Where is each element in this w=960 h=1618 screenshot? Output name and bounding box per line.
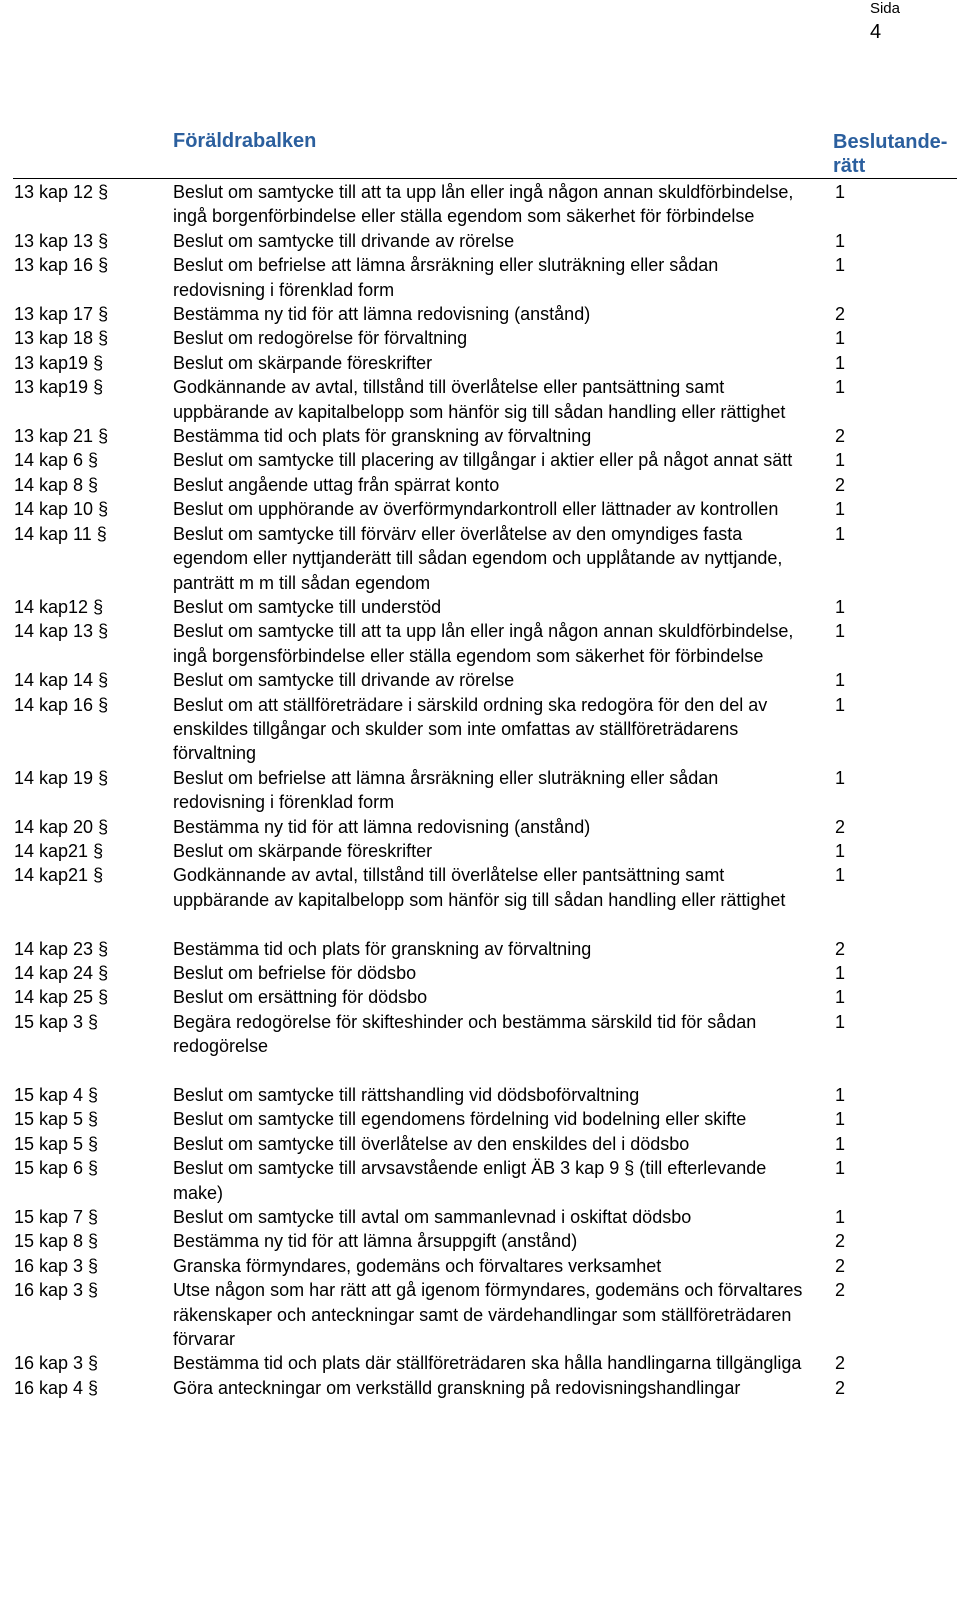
row-decision-level: 1 bbox=[835, 962, 846, 983]
row-reference: 14 kap21 § bbox=[14, 865, 104, 886]
table-row bbox=[0, 668, 960, 692]
row-decision-level: 1 bbox=[835, 1207, 846, 1228]
row-description: Beslut om skärpande föreskrifter bbox=[173, 840, 433, 861]
row-reference: 13 kap19 § bbox=[14, 352, 104, 373]
table-row bbox=[0, 448, 960, 472]
row-reference: 15 kap 5 § bbox=[14, 1133, 99, 1154]
table-row bbox=[0, 351, 960, 375]
row-reference: 14 kap 20 § bbox=[14, 816, 109, 837]
row-description: Beslut om samtycke till arvsavstående enligt ÄB 3 kap 9 § (till efterlevande make) bbox=[173, 1158, 767, 1203]
table-header bbox=[0, 128, 960, 178]
row-reference: 14 kap 23 § bbox=[14, 938, 109, 959]
table-row bbox=[0, 302, 960, 326]
row-reference: 16 kap 4 § bbox=[14, 1377, 99, 1398]
row-description: Bestämma tid och plats för granskning av förvaltning bbox=[173, 426, 592, 447]
row-decision-level: 1 bbox=[835, 670, 846, 691]
row-description: Godkännande av avtal, tillstånd till överlåtelse eller pantsättning samt uppbärande av kapitalbelopp som hänför sig till sådan handling eller rättighet bbox=[173, 377, 786, 422]
row-description: Bestämma tid och plats för granskning av förvaltning bbox=[173, 938, 592, 959]
row-reference: 13 kap 13 § bbox=[14, 230, 109, 251]
row-decision-level: 2 bbox=[835, 426, 846, 447]
row-description: Beslut om upphörande av överförmyndarkontroll eller lättnader av kontrollen bbox=[173, 499, 779, 520]
row-decision-level: 1 bbox=[835, 767, 846, 788]
row-reference: 13 kap 16 § bbox=[14, 255, 109, 276]
row-reference: 14 kap 14 § bbox=[14, 670, 109, 691]
header-rule bbox=[13, 178, 957, 179]
row-reference: 14 kap 6 § bbox=[14, 450, 99, 471]
table-row bbox=[0, 497, 960, 521]
row-description: Utse någon som har rätt att gå igenom förmyndares, godemäns och förvaltares räkenskaper och anteckningar samt de värdehandlingar som ställföreträdaren förvarar bbox=[173, 1280, 803, 1350]
row-description: Bestämma ny tid för att lämna årsuppgift (anstånd) bbox=[173, 1231, 578, 1252]
table-row bbox=[0, 1351, 960, 1375]
row-description: Beslut om samtycke till understöd bbox=[173, 596, 442, 617]
table-row bbox=[0, 473, 960, 497]
row-decision-level: 1 bbox=[835, 596, 846, 617]
row-description: Beslut om befrielse för dödsbo bbox=[173, 962, 417, 983]
row-decision-level: 1 bbox=[835, 1011, 846, 1032]
table-row bbox=[0, 522, 960, 595]
table-row bbox=[0, 766, 960, 815]
row-decision-level: 2 bbox=[835, 1353, 846, 1374]
row-reference: 14 kap12 § bbox=[14, 596, 104, 617]
table-row bbox=[0, 815, 960, 839]
table-row bbox=[0, 375, 960, 424]
row-reference: 14 kap 11 § bbox=[14, 523, 107, 544]
row-decision-level: 1 bbox=[835, 182, 846, 202]
row-description: Beslut om samtycke till drivande av rörelse bbox=[173, 230, 515, 251]
table-row bbox=[0, 1376, 960, 1400]
row-description: Beslut om befrielse att lämna årsräkning eller sluträkning eller sådan redovisning i förenklad form bbox=[173, 255, 719, 300]
row-decision-level: 1 bbox=[835, 230, 846, 251]
row-reference: 14 kap 8 § bbox=[14, 474, 99, 495]
table-row bbox=[0, 229, 960, 253]
decision-table bbox=[0, 180, 960, 1400]
row-decision-level: 1 bbox=[835, 352, 846, 373]
row-decision-level: 1 bbox=[835, 255, 846, 276]
table-row bbox=[0, 1156, 960, 1205]
table-row bbox=[0, 326, 960, 350]
table-row bbox=[0, 961, 960, 985]
row-description: Beslut om befrielse att lämna årsräkning eller sluträkning eller sådan redovisning i förenklad form bbox=[173, 767, 719, 813]
row-reference: 15 kap 8 § bbox=[14, 1231, 99, 1252]
row-description: Beslut om samtycke till förvärv eller överlåtelse av den omyndiges fasta egendom eller nyttjanderätt till sådan egendom och upplåtande av nyttjande, panträtt m m till sådan egendom bbox=[173, 523, 783, 593]
row-reference: 15 kap 4 § bbox=[14, 1085, 99, 1105]
row-description: Bestämma ny tid för att lämna redovisning (anstånd) bbox=[173, 816, 591, 837]
row-reference: 14 kap 24 § bbox=[14, 962, 109, 983]
row-reference: 14 kap 25 § bbox=[14, 987, 109, 1008]
page-number: 4 bbox=[869, 21, 882, 43]
row-description: Beslut om samtycke till överlåtelse av den enskildes del i dödsbo bbox=[173, 1133, 690, 1154]
row-reference: 13 kap 17 § bbox=[14, 304, 109, 325]
row-reference: 13 kap 21 § bbox=[14, 426, 109, 447]
table-row bbox=[0, 839, 960, 863]
row-decision-level: 1 bbox=[835, 840, 846, 861]
row-description: Godkännande av avtal, tillstånd till överlåtelse eller pantsättning samt uppbärande av kapitalbelopp som hänför sig till sådan handling eller rättighet bbox=[173, 865, 786, 910]
row-description: Beslut angående uttag från spärrat konto bbox=[173, 474, 500, 495]
row-decision-level: 1 bbox=[835, 987, 846, 1008]
table-row bbox=[0, 619, 960, 668]
row-decision-level: 2 bbox=[835, 304, 846, 325]
table-row bbox=[0, 253, 960, 302]
table-row bbox=[0, 863, 960, 912]
row-decision-level: 1 bbox=[835, 694, 846, 715]
row-decision-level: 2 bbox=[835, 474, 846, 495]
row-decision-level: 1 bbox=[835, 523, 846, 544]
row-description: Beslut om samtycke till att ta upp lån eller ingå någon annan skuldförbindelse, ingå borgensförbindelse eller ställa egendom som säkerhet för förbindelse bbox=[173, 621, 794, 666]
table-row bbox=[0, 693, 960, 766]
row-description: Beslut om samtycke till att ta upp lån eller ingå någon annan skuldförbindelse, ingå borgenförbindelse eller ställa egendom som säkerhet för förbindelse bbox=[173, 182, 794, 227]
row-description: Beslut om samtycke till rättshandling vid dödsboförvaltning bbox=[173, 1085, 640, 1105]
row-decision-level: 2 bbox=[835, 1377, 846, 1398]
table-row bbox=[0, 595, 960, 619]
row-reference: 13 kap 18 § bbox=[14, 328, 109, 349]
row-reference: 13 kap19 § bbox=[14, 377, 104, 398]
section-title: Föräldrabalken bbox=[173, 130, 317, 152]
row-decision-level: 1 bbox=[835, 377, 846, 398]
row-decision-level: 1 bbox=[835, 1085, 846, 1105]
table-row bbox=[0, 1083, 960, 1107]
row-reference: 16 kap 3 § bbox=[14, 1353, 99, 1374]
row-reference: 15 kap 7 § bbox=[14, 1207, 99, 1228]
column-title-beslutanderatt: Beslutande-rätt bbox=[833, 131, 948, 177]
row-decision-level: 1 bbox=[835, 1133, 846, 1154]
row-reference: 14 kap21 § bbox=[14, 840, 104, 861]
row-description: Beslut om samtycke till egendomens fördelning vid bodelning eller skifte bbox=[173, 1109, 747, 1130]
row-reference: 15 kap 5 § bbox=[14, 1109, 99, 1130]
row-decision-level: 1 bbox=[835, 865, 846, 886]
row-decision-level: 1 bbox=[835, 1109, 846, 1130]
row-decision-level: 2 bbox=[835, 938, 846, 959]
row-description: Göra anteckningar om verkställd granskning på redovisningshandlingar bbox=[173, 1377, 741, 1398]
row-description: Beslut om ersättning för dödsbo bbox=[173, 987, 428, 1008]
row-reference: 14 kap 16 § bbox=[14, 694, 109, 715]
row-description: Bestämma tid och plats där ställföreträdaren ska hålla handlingarna tillgängliga bbox=[173, 1353, 802, 1374]
row-description: Granska förmyndares, godemäns och förvaltares verksamhet bbox=[173, 1255, 662, 1276]
row-description: Beslut om samtycke till avtal om sammanlevnad i oskiftat dödsbo bbox=[173, 1207, 692, 1228]
row-decision-level: 2 bbox=[835, 1280, 846, 1301]
row-decision-level: 2 bbox=[835, 816, 846, 837]
row-description: Beslut om redogörelse för förvaltning bbox=[173, 328, 468, 349]
page-label: Sida bbox=[869, 0, 900, 17]
table-row bbox=[0, 937, 960, 961]
row-decision-level: 1 bbox=[835, 328, 846, 349]
table-row bbox=[0, 985, 960, 1009]
table-row bbox=[0, 1107, 960, 1131]
table-row bbox=[0, 1229, 960, 1253]
row-reference: 15 kap 3 § bbox=[14, 1011, 99, 1032]
table-row bbox=[0, 1010, 960, 1059]
row-decision-level: 1 bbox=[835, 621, 846, 642]
row-decision-level: 1 bbox=[835, 1158, 846, 1179]
row-description: Beslut om skärpande föreskrifter bbox=[173, 352, 433, 373]
table-row bbox=[0, 1278, 960, 1351]
row-reference: 16 kap 3 § bbox=[14, 1255, 99, 1276]
row-decision-level: 2 bbox=[835, 1255, 846, 1276]
row-description: Beslut om samtycke till placering av tillgångar i aktier eller på något annat sätt bbox=[173, 450, 793, 471]
row-reference: 15 kap 6 § bbox=[14, 1158, 99, 1179]
table-row bbox=[0, 1205, 960, 1229]
row-description: Begära redogörelse för skifteshinder och bestämma särskild tid för sådan redogörelse bbox=[173, 1011, 757, 1057]
row-reference: 14 kap 13 § bbox=[14, 621, 109, 642]
row-decision-level: 2 bbox=[835, 1231, 846, 1252]
row-description: Beslut om att ställföreträdare i särskild ordning ska redogöra för den del av enskildes tillgångar och skulder som inte omfattas av ställföreträdarens förvaltning bbox=[173, 694, 768, 764]
table-row bbox=[0, 180, 960, 229]
row-description: Beslut om samtycke till drivande av rörelse bbox=[173, 670, 515, 691]
row-reference: 14 kap 10 § bbox=[14, 499, 109, 520]
row-decision-level: 1 bbox=[835, 450, 846, 471]
table-row bbox=[0, 424, 960, 448]
table-row bbox=[0, 1254, 960, 1278]
page-header bbox=[870, 0, 900, 44]
row-reference: 13 kap 12 § bbox=[14, 182, 109, 202]
table-row bbox=[0, 1132, 960, 1156]
row-reference: 16 kap 3 § bbox=[14, 1280, 99, 1301]
row-reference: 14 kap 19 § bbox=[14, 767, 109, 788]
row-description: Bestämma ny tid för att lämna redovisning (anstånd) bbox=[173, 304, 591, 325]
row-decision-level: 1 bbox=[835, 499, 846, 520]
